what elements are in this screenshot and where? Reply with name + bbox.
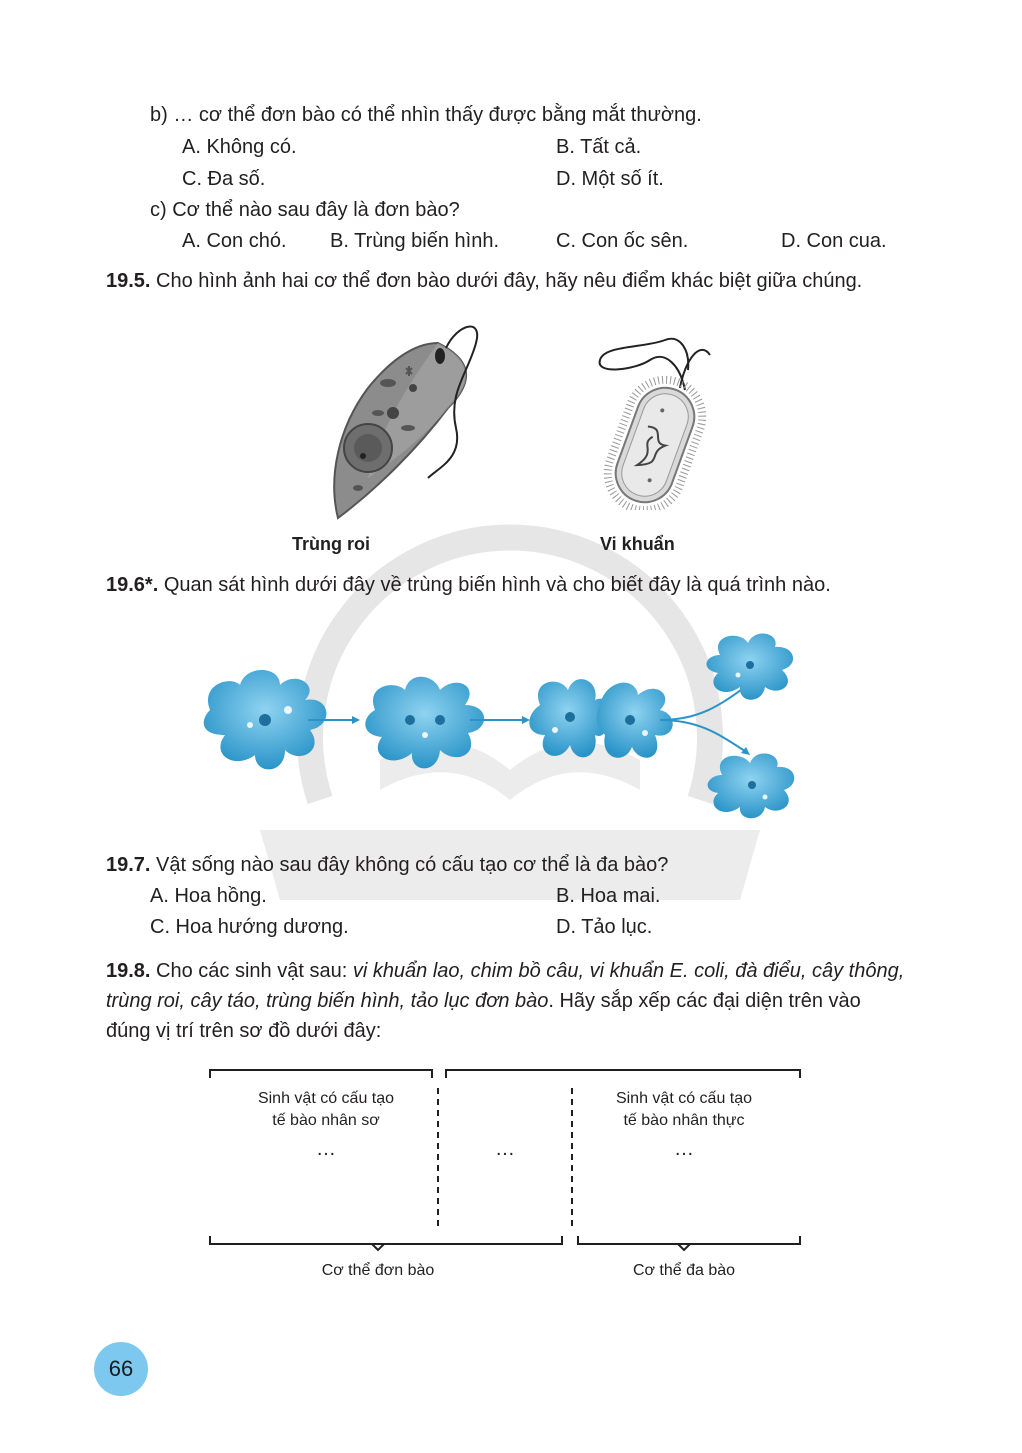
q19-8-organism-list: vi khuẩn lao, chim bồ câu, vi khuẩn E. coli, đà điểu, cây thông, trùng roi, cây táo, trùng biến hình, tảo lục đơn bào — [106, 960, 905, 1012]
prokaryote-label-line2: tế bào nhân sơ — [272, 1112, 380, 1129]
euglena-label: Trùng roi — [292, 534, 370, 554]
q19-7-option-b: B. Hoa mai. — [556, 885, 661, 907]
q19-7-option-d: D. Tảo lục. — [556, 916, 653, 938]
q19-8-intro: Cho các sinh vật sau: — [150, 960, 353, 982]
eukaryote-blank: … — [674, 1138, 694, 1160]
q19-8-outro: . Hãy sắp xếp các đại diện trên vào đúng vị trí trên sơ đồ dưới đây: — [106, 990, 861, 1042]
eukaryote-box — [578, 1088, 790, 1160]
q19-6-number: 19.6*. — [106, 574, 159, 596]
q19-4b-stem: b) … cơ thể đơn bào có thể nhìn thấy được bằng mắt thường. — [150, 104, 702, 126]
q19-4c-option-a: A. Con chó. — [182, 230, 287, 252]
page-number: 66 — [94, 1342, 148, 1396]
prokaryote-box — [220, 1088, 432, 1160]
bacterium-label: Vi khuẩn — [600, 534, 675, 554]
prokaryote-label-line1: Sinh vật có cấu tạo — [257, 1090, 395, 1107]
q19-7-text: Vật sống nào sau đây không có cấu tạo cơ thể là đa bào? — [150, 854, 669, 876]
q19-4c-option-d: D. Con cua. — [781, 230, 887, 252]
q19-4b-option-d: D. Một số ít. — [556, 168, 664, 190]
multicellular-label: Cơ thể đa bào — [632, 1262, 736, 1279]
unicellular-label: Cơ thể đơn bào — [321, 1262, 435, 1279]
q19-7-number: 19.7. — [106, 854, 151, 876]
q19-4b-option-a: A. Không có. — [182, 136, 297, 158]
q19-4c-stem: c) Cơ thể nào sau đây là đơn bào? — [150, 199, 460, 221]
q19-4c-option-b: B. Trùng biến hình. — [330, 230, 500, 252]
q19-4b-option-c: C. Đa số. — [182, 168, 266, 190]
eukaryote-label-line2: tế bào nhân thực — [623, 1112, 745, 1129]
q19-4c-option-c: C. Con ốc sên. — [556, 230, 689, 252]
prokaryote-blank: … — [316, 1138, 336, 1160]
q19-7-option-c: C. Hoa hướng dương. — [150, 916, 349, 938]
q19-5-text: Cho hình ảnh hai cơ thể đơn bào dưới đây, hãy nêu điểm khác biệt giữa chúng. — [150, 270, 863, 292]
q19-6-text: Quan sát hình dưới đây về trùng biến hình và cho biết đây là quá trình nào. — [158, 574, 831, 596]
eukaryote-label-line1: Sinh vật có cấu tạo — [615, 1090, 753, 1107]
q19-7-option-a: A. Hoa hồng. — [150, 885, 267, 907]
middle-blank: … — [495, 1138, 515, 1160]
q19-8-number: 19.8. — [106, 960, 151, 982]
q19-4b-option-b: B. Tất cả. — [556, 136, 642, 158]
q19-5-number: 19.5. — [106, 270, 151, 292]
